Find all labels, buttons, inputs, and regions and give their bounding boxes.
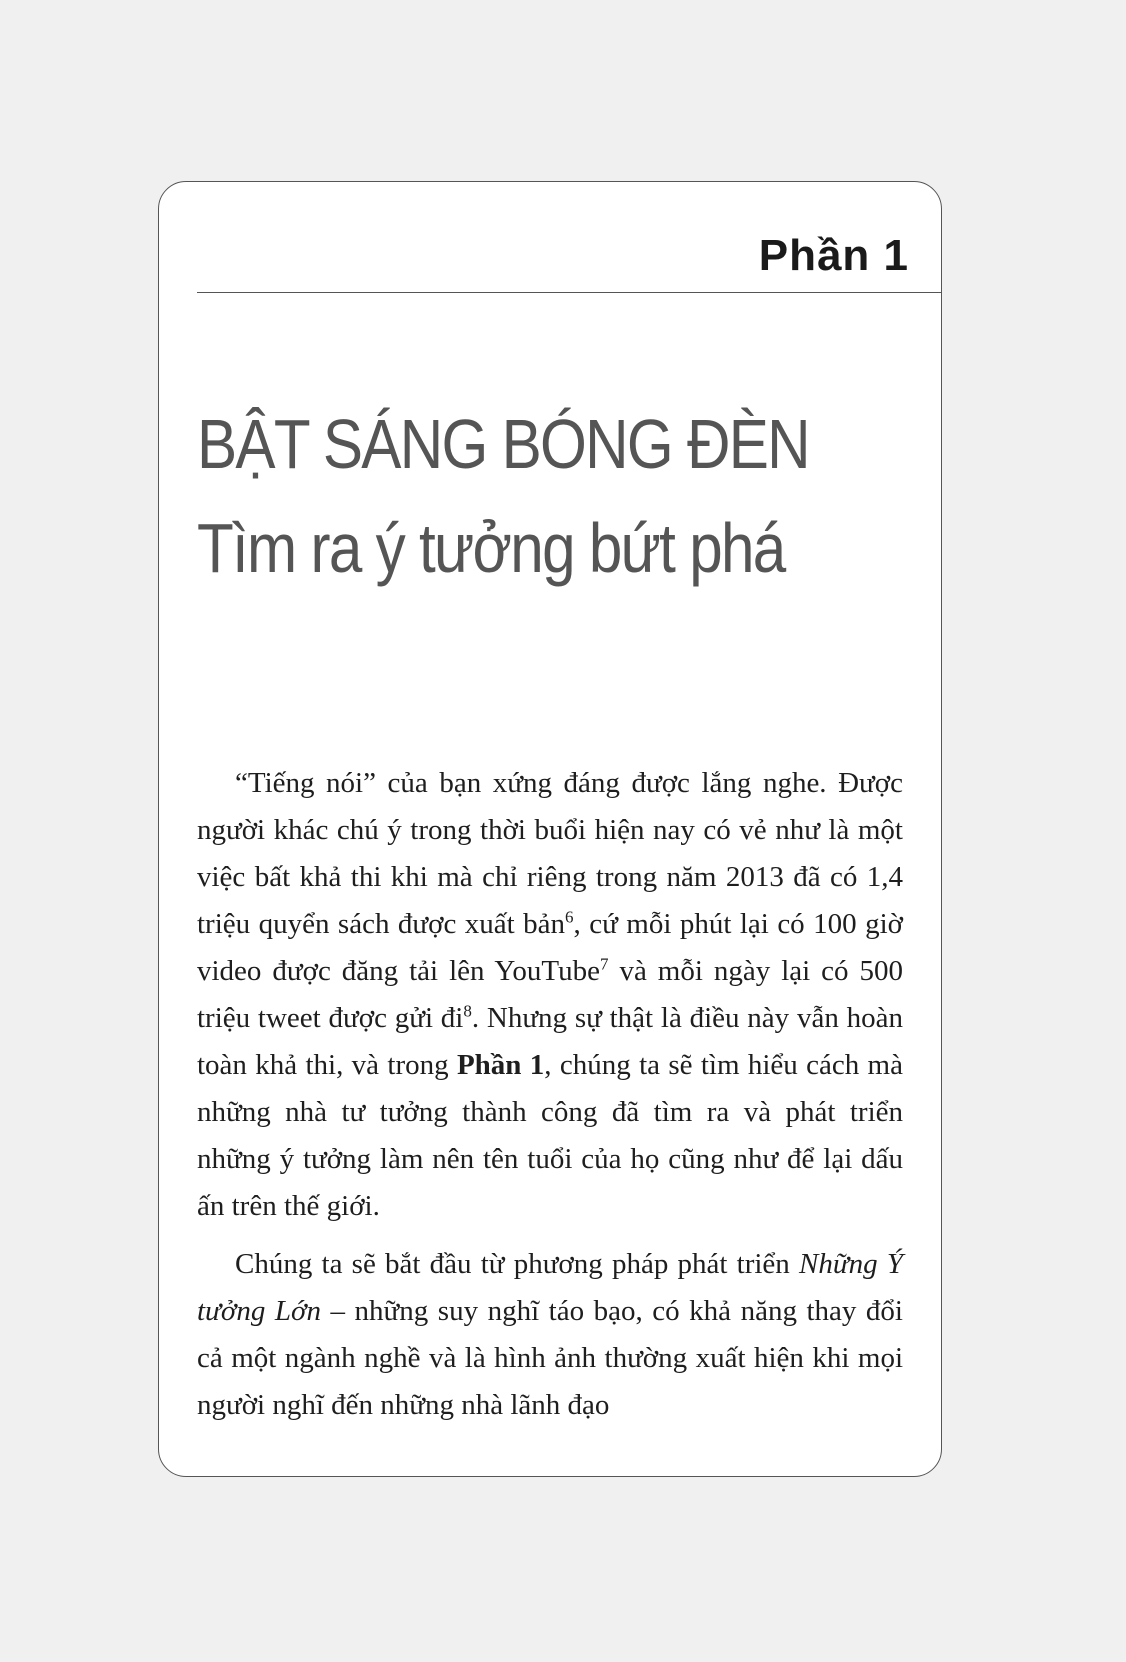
paragraph-1 [197, 760, 903, 1230]
footnote-ref-8: 8 [463, 1001, 472, 1021]
header-divider [197, 292, 942, 293]
p2-text-2: – những suy nghĩ táo bạo, có khả năng thay đổi cả một ngành nghề và là hình ảnh thường xuất hiện khi mọi người nghĩ đến những nhà lãnh đạo [197, 1295, 903, 1421]
p1-text-5: , chúng ta sẽ tìm hiểu cách mà những nhà tư tưởng thành công đã tìm ra và phát triển những ý tưởng làm nên tên tuổi của họ cũng như để lại dấu ấn trên thế giới. [197, 1049, 903, 1222]
footnote-ref-6: 6 [565, 907, 574, 927]
p1-text-3: và mỗi ngày lại có 500 triệu tweet được gửi đi [197, 955, 904, 1034]
title-line-2: Tìm ra ý tưởng bứt phá [197, 509, 785, 587]
part-label: Phần 1 [758, 231, 909, 280]
p2-italic-term: Những Ý tưởng Lớn [197, 1248, 903, 1327]
body-text [197, 760, 903, 1440]
p2-text-1: Chúng ta sẽ bắt đầu từ phương pháp phát triển [235, 1248, 799, 1280]
footnote-ref-7: 7 [600, 954, 609, 974]
p1-text-4: . Nhưng sự thật là điều này vẫn hoàn toàn khả thi, và trong [197, 1002, 903, 1081]
p1-text-1: “Tiếng nói” của bạn xứng đáng được lắng nghe. Được người khác chú ý trong thời buổi hiện nay có vẻ như là một việc bất khả thi khi mà chỉ riêng trong năm 2013 đã có 1,4 triệu quyển sách được xuất bản [197, 767, 903, 940]
p1-bold-part: Phần 1 [456, 1049, 545, 1081]
paragraph-2 [197, 1241, 903, 1429]
page-frame [158, 181, 942, 1477]
title-line-1: BẬT SÁNG BÓNG ĐÈN [197, 405, 809, 483]
p1-text-2: , cứ mỗi phút lại có 100 giờ video được đăng tải lên YouTube [197, 908, 903, 987]
chapter-title [197, 392, 809, 600]
